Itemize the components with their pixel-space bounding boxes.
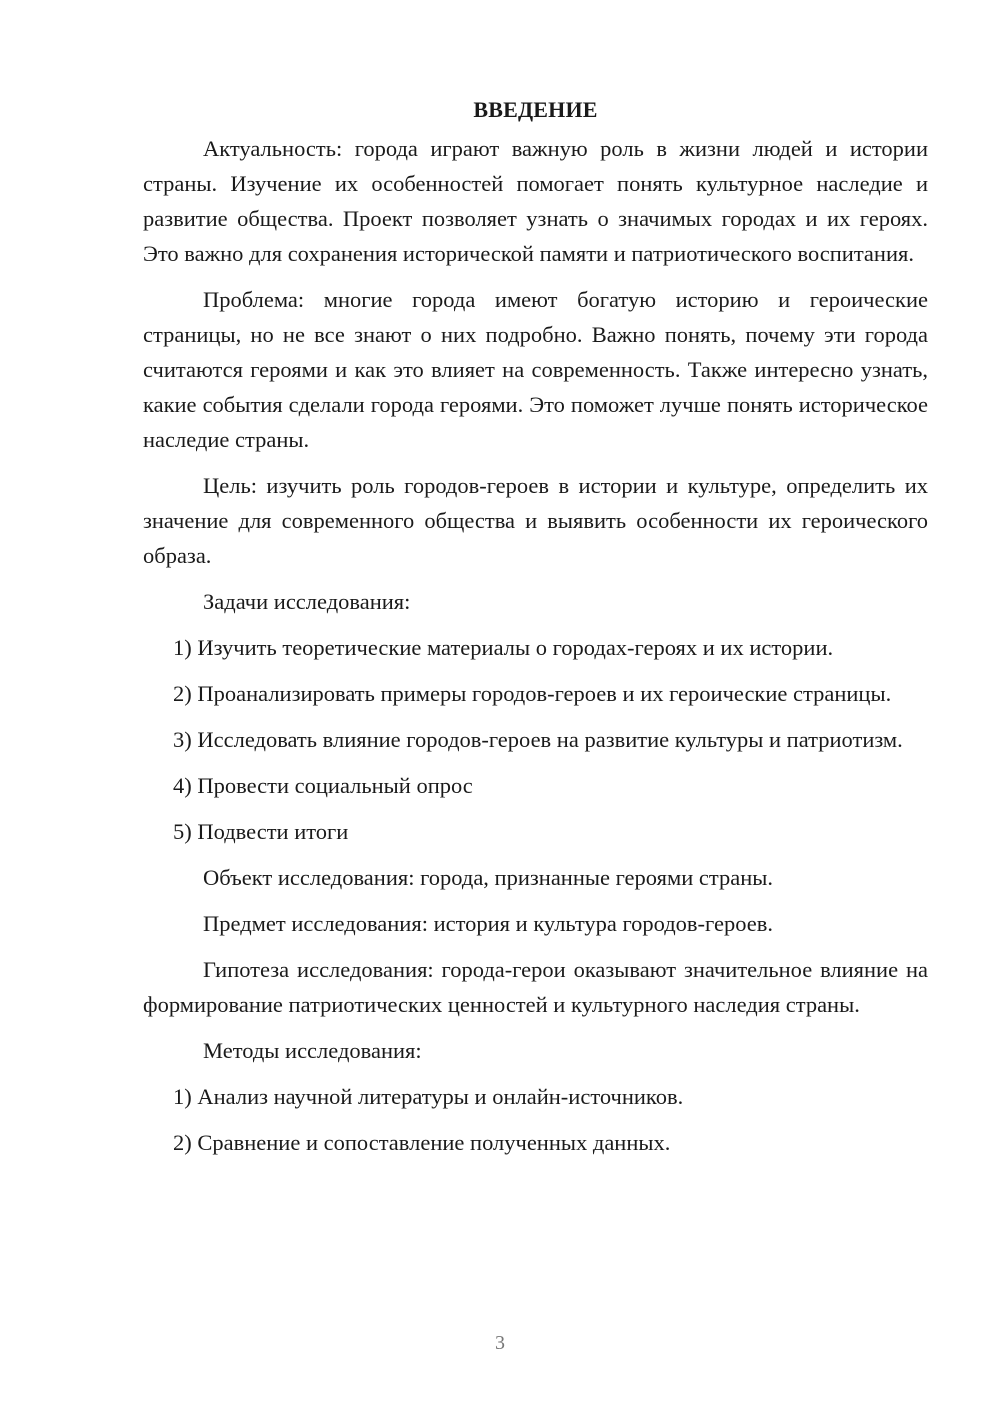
task-item: 2) Проанализировать примеры городов-героев и их героические страницы. (173, 681, 892, 706)
task-item: 4) Провести социальный опрос (173, 773, 473, 798)
tasks-heading: Задачи исследования: (203, 589, 411, 614)
paragraph-goal: Цель: изучить роль городов-героев в истории и культуре, определить их значение для современного общества и выявить особенности их героического образа. (143, 473, 928, 568)
paragraph-problem: Проблема: многие города имеют богатую историю и героические страницы, но не все знают о них подробно. Важно понять, почему эти города считаются героями и как это влияет на современность. Также интересно узнать, какие события сделали города героями. Это поможет лучше понять историческое наследие страны. (143, 287, 928, 452)
task-item: 5) Подвести итоги (173, 819, 349, 844)
method-item: 2) Сравнение и сопоставление полученных данных. (173, 1130, 671, 1155)
method-item: 1) Анализ научной литературы и онлайн-источников. (173, 1084, 684, 1109)
research-subject: Предмет исследования: история и культура городов-героев. (203, 911, 773, 936)
page-title: ВВЕДЕНИЕ (473, 97, 598, 122)
research-hypothesis: Гипотеза исследования: города-герои оказывают значительное влияние на формирование патриотических ценностей и культурного наследия страны. (143, 957, 928, 1017)
research-object: Объект исследования: города, признанные героями страны. (203, 865, 773, 890)
paragraph-relevance: Актуальность: города играют важную роль в жизни людей и истории страны. Изучение их особенностей помогает понять культурное наследие и развитие общества. Проект позволяет узнать о значимых городах и их героях. Это важно для сохранения исторической памяти и патриотического воспитания. (143, 136, 928, 266)
task-item: 1) Изучить теоретические материалы о городах-героях и их истории. (173, 635, 834, 660)
document-page (143, 92, 928, 1171)
task-item: 3) Исследовать влияние городов-героев на развитие культуры и патриотизм. (173, 727, 903, 752)
methods-heading: Методы исследования: (203, 1038, 422, 1063)
page-number: 3 (495, 1332, 505, 1354)
